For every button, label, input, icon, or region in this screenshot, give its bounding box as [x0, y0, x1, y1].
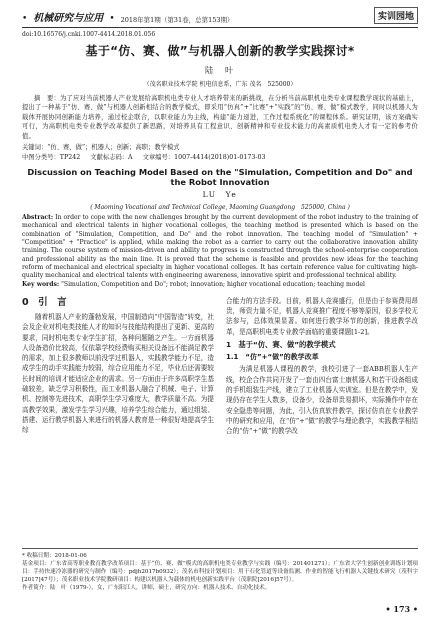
journal-name: 机械研究与应用	[33, 13, 104, 24]
section-1-1-title: 1.1 “仿”+“做”的教学改革	[226, 353, 319, 362]
title-english: Discussion on Teaching Model Based on the "Simulation, Competition and Do" and the Robot Innovation	[27, 167, 413, 188]
header-bullet: •	[22, 14, 28, 24]
author-chinese: 陆 叶	[205, 66, 235, 75]
issue-info: 2018年第1期（第31卷，总第153期）	[120, 16, 234, 24]
doi: doi:10.16576/j.cnki.1007-4414.2018.01.056	[22, 31, 156, 38]
body-column-right	[226, 296, 418, 437]
abstract-english-text: In order to cope with the new challenges brought by the current development of the robot industry to the training of mechanical and electrical talents in higher vocational colleges, the teaching method is presented which is based on the combination of "Simulation, Competition, and Do" and the robot innovation. The teaching model of "Simulation" + "Competition" + "Practice" is applied, while making the robot as a carrier to carry out the collaborative innovation ability training. The course system of mission-driven and ability to progress is constructed through the school-enterprise cooperation and professional ability as the main line. It is proved that the scheme is feasible and provides new ideas for the teaching reform of mechanical and electrical specialty in higher vocational colleges. It has certain reference value for cultivating high-quality mechanical and electrical talents with engineering awareness, innovative spirit and professional technical ability.	[22, 214, 419, 280]
clc-number: 中图分类号：TP242	[22, 154, 81, 162]
title-chinese: 基于“仿、赛、做”与机器人创新的教学实践探讨*	[85, 44, 355, 58]
section-introduction-title: 0 引 言	[22, 296, 67, 308]
header-separator: •	[109, 14, 115, 24]
affiliation-chinese: （茂名职业技术学院 机电信息系，广东 茂名 525000）	[143, 81, 297, 88]
section-1-title: 1 基于“仿、赛、做”的教学模式	[226, 339, 336, 349]
introduction-paragraph-2: 合能力的方法手段。目前，机器人竞赛盛行，但是由于参赛费用昂贵，师资力量不足，机器人竞赛推广程度不够等原因，很多学校无法参与，总体效果显著。如何进行教学环节的创新，推进教学改革，是高职机电类专业教学面临的重要课题[1-2]。	[226, 296, 418, 336]
affiliation-english: ( Maoming Vocational and Technical College, Maoming Guangdong 525000, China )	[90, 204, 350, 212]
abstract-english-label: Abstract:	[22, 214, 54, 222]
keywords-chinese: 关键词：“仿、赛、做”；机器人；创新；高职；教学模式	[22, 144, 180, 152]
author-english: LU Ye	[202, 190, 238, 200]
section-1-1-paragraph: 为满足机器人课程的教学，我校引进了一套ABB机器人生产线，校企合作共同开发了一套由四台富士康机器人和若干设备组成的手机组装生产线，建立了工业机器人实训室。但是在教学中，发现仍存在学生人数多，设备少，设备昂贵易损坏，实际操作中存在安全隐患等问题，为此，引入仿真软件教学，探讨仿真在专业教学中的研究和应用，在“仿”+“做”的教学与理论教学，实践教学相结合的“仿”+“做”的教学改	[226, 365, 418, 436]
body-column-left	[22, 296, 214, 437]
keywords-english	[22, 281, 418, 289]
keywords-english-text: "Simulation, Competition and Do"; robot; innovation; higher vocational education; teaching model	[61, 281, 365, 289]
document-code: 文献标志码：A	[90, 154, 133, 162]
body-columns	[22, 296, 418, 437]
article-number: 文章编号：1007-4414(2018)01-0173-03	[142, 154, 266, 162]
footnote-author-bio: 作者简介：陆 叶（1979-），女，广东阳江人，讲师，硕士，研究方向：机器人技术、自动化技术。	[22, 585, 271, 591]
classification-line	[22, 152, 418, 161]
header-left	[22, 9, 233, 24]
keywords-english-label: Key words:	[22, 281, 60, 289]
introduction-paragraph-1: 随着机器人产业的蓬勃发展，中国制造向“中国智造”转变，社会及企业对机电类技能人才的知识与技能结构提出了更新、更高的要求，同时机电类专业学生扩招，各种问题随之产生。一方面机器人设备造价比较高，仅依靠学校经费购买相关设备远不能满足教学的需求，加上很多教师以前没学过机器人，实践教学能力不足，造成学生的动手实践能力较弱，综合应用能力不足，毕业后还需要较长时间的培训才能适应企业的需求。另一方面由于许多高职学生基础较差，缺乏学习积极性，而工业机器人融合了机械、电子、计算机、控制等先进技术，高职学生学习难度大，教学质量不高。为提高教学效果，激发学生学习兴趣，培养学生综合能力，通过组装、搭建、运行教学机器人来进行的机器人教育是一种很好地提高学生综	[22, 313, 214, 435]
footnote	[22, 548, 418, 592]
footnote-fund: 基金项目：广东省高等职业教育教学改革项目：基于“仿、赛、做”模式的高职机电类专业教学与实践（编号：201401271）；广东省大学生创新创业训练计划项目：手持快速冷冻器的研究与制作（编号：pdjh2017b0932）；茂名市科技计划项目：用于石化管道等设备监测、作业的智能飞行机器人关键技术研究（茂科字[2017]47号）；茂名职业技术学院教研项目：构建以机器人为载体的机电创新实践平台（茂职院[2016]57号）。	[22, 561, 418, 583]
abstract-english	[22, 214, 418, 280]
page-header	[22, 6, 418, 28]
footnote-received: * 收稿日期：2018-01-06	[22, 553, 87, 559]
page-number: • 173 •	[385, 604, 418, 614]
column-name: 实训园地	[374, 7, 418, 24]
abstract-chinese: 摘 要：为了应对当前机器人产业发展给高职机电类专业人才培养带来的新挑战，在分析当前高职机电类专业课程教学现状的基础上，提出了一种基于“仿、赛、做”与机器人创新相结合的教学模式，即采用“仿真”+“比赛”+“实践”的“仿、赛、做”模式教学，同时以机器人为载体开展协同创新能力培养，通过校企联合，以职业能力为主线，构建“能力递进，工作过程系统化”的课程体系。研究证明，该方案确实可行，为高职机电类专业教学改革提供了新思路，对培养具有工程意识、创新精神和专业技术能力的高素质机电类人才有一定的参考价值。	[22, 95, 418, 140]
